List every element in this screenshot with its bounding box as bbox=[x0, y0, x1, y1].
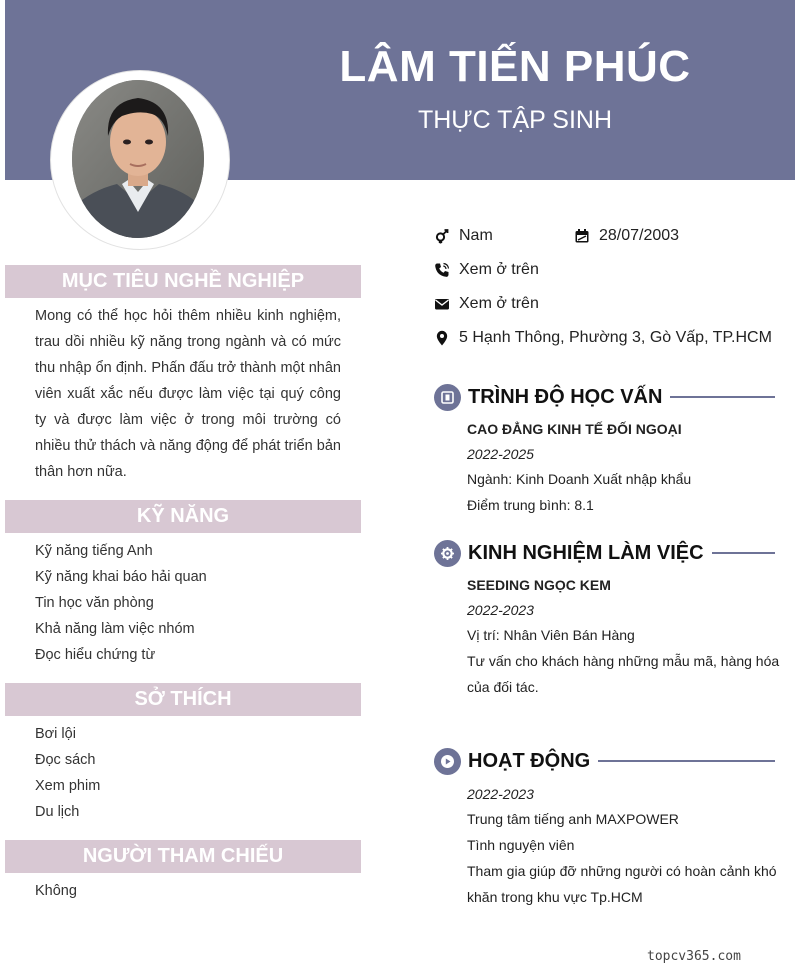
activity-role: Tình nguyện viên bbox=[467, 837, 575, 853]
calendar-icon bbox=[574, 228, 590, 244]
section-title-experience: KINH NGHIỆM LÀM VIỆC bbox=[468, 541, 704, 564]
experience-icon bbox=[434, 540, 461, 567]
activity-icon bbox=[434, 748, 461, 775]
section-header-activities bbox=[434, 746, 775, 776]
dob-row bbox=[574, 225, 679, 247]
list-item: Đọc hiểu chứng từ bbox=[35, 647, 156, 663]
section-title-education: TRÌNH ĐỘ HỌC VẤN bbox=[468, 385, 663, 408]
gender-icon bbox=[434, 228, 450, 244]
section-header-experience bbox=[434, 538, 775, 568]
list-item: Bơi lội bbox=[35, 726, 76, 742]
experience-desc: Tư vấn cho khách hàng những mẫu mã, hàng hóa của đối tác. bbox=[467, 653, 780, 695]
section-title-skills: KỸ NĂNG bbox=[5, 500, 361, 533]
section-divider bbox=[670, 396, 775, 398]
email-row bbox=[434, 293, 539, 315]
phone-icon bbox=[434, 262, 450, 278]
section-divider bbox=[712, 552, 775, 554]
experience-entry bbox=[467, 572, 782, 700]
activity-period: 2022-2023 bbox=[467, 786, 534, 802]
section-title-references: NGƯỜI THAM CHIẾU bbox=[5, 840, 361, 873]
list-item: Xem phim bbox=[35, 778, 101, 794]
section-divider bbox=[598, 760, 775, 762]
education-icon bbox=[434, 384, 461, 411]
education-major: Ngành: Kinh Doanh Xuất nhập khẩu bbox=[467, 471, 692, 487]
list-item: Đọc sách bbox=[35, 752, 96, 768]
candidate-role: THỰC TẬP SINH bbox=[417, 106, 613, 134]
candidate-name: LÂM TIẾN PHÚC bbox=[339, 42, 691, 91]
section-title-objective: MỤC TIÊU NGHỀ NGHIỆP bbox=[5, 265, 361, 298]
skills-list bbox=[35, 538, 207, 668]
references-list bbox=[35, 878, 77, 904]
phone-row bbox=[434, 259, 539, 281]
section-title-activities: HOẠT ĐỘNG bbox=[468, 749, 591, 772]
experience-company: SEEDING NGỌC KEM bbox=[467, 577, 611, 593]
gender-value: Nam bbox=[459, 227, 493, 244]
email-icon bbox=[434, 296, 450, 312]
phone-value: Xem ở trên bbox=[459, 261, 539, 278]
activity-entry bbox=[467, 782, 782, 910]
hobbies-list bbox=[35, 721, 100, 825]
objective-text: Mong có thể học hỏi thêm nhiều kinh nghiệm, trau dồi nhiều kỹ năng trong ngành và có mức thu nhập ổn định. Phấn đấu trở thành một nhân viên xuất xắc nếu được làm việc tại quý công ty và được làm việc ở trong môi trường có nhiều thử thách và năng động để phát triển bản thân hơn nữa. bbox=[35, 308, 341, 480]
experience-position: Vị trí: Nhân Viên Bán Hàng bbox=[467, 627, 635, 643]
address-value: 5 Hạnh Thông, Phường 3, Gò Vấp, TP.HCM bbox=[459, 329, 772, 346]
list-item: Khả năng làm việc nhóm bbox=[35, 621, 195, 637]
education-entry bbox=[467, 416, 782, 518]
education-gpa: Điểm trung bình: 8.1 bbox=[467, 497, 594, 513]
activity-org: Trung tâm tiếng anh MAXPOWER bbox=[467, 811, 679, 827]
gender-row bbox=[434, 225, 493, 247]
education-school: CAO ĐẲNG KINH TẾ ĐỐI NGOẠI bbox=[467, 421, 682, 437]
dob-value: 28/07/2003 bbox=[599, 227, 680, 244]
section-header-education bbox=[434, 382, 775, 412]
section-title-hobbies: SỞ THÍCH bbox=[5, 683, 361, 716]
list-item: Tin học văn phòng bbox=[35, 595, 154, 611]
activity-desc: Tham gia giúp đỡ những người có hoàn cảnh khó khăn trong khu vực Tp.HCM bbox=[467, 863, 777, 905]
list-item: Kỹ năng khai báo hải quan bbox=[35, 569, 207, 585]
experience-period: 2022-2023 bbox=[467, 602, 534, 618]
list-item: Không bbox=[35, 883, 77, 899]
footer-watermark: topcv365.com bbox=[647, 949, 741, 964]
address-row bbox=[434, 327, 772, 349]
avatar bbox=[72, 80, 204, 238]
email-value: Xem ở trên bbox=[459, 295, 539, 312]
list-item: Du lịch bbox=[35, 804, 80, 820]
list-item: Kỹ năng tiếng Anh bbox=[35, 543, 153, 559]
education-period: 2022-2025 bbox=[467, 446, 534, 462]
location-icon bbox=[434, 330, 450, 346]
